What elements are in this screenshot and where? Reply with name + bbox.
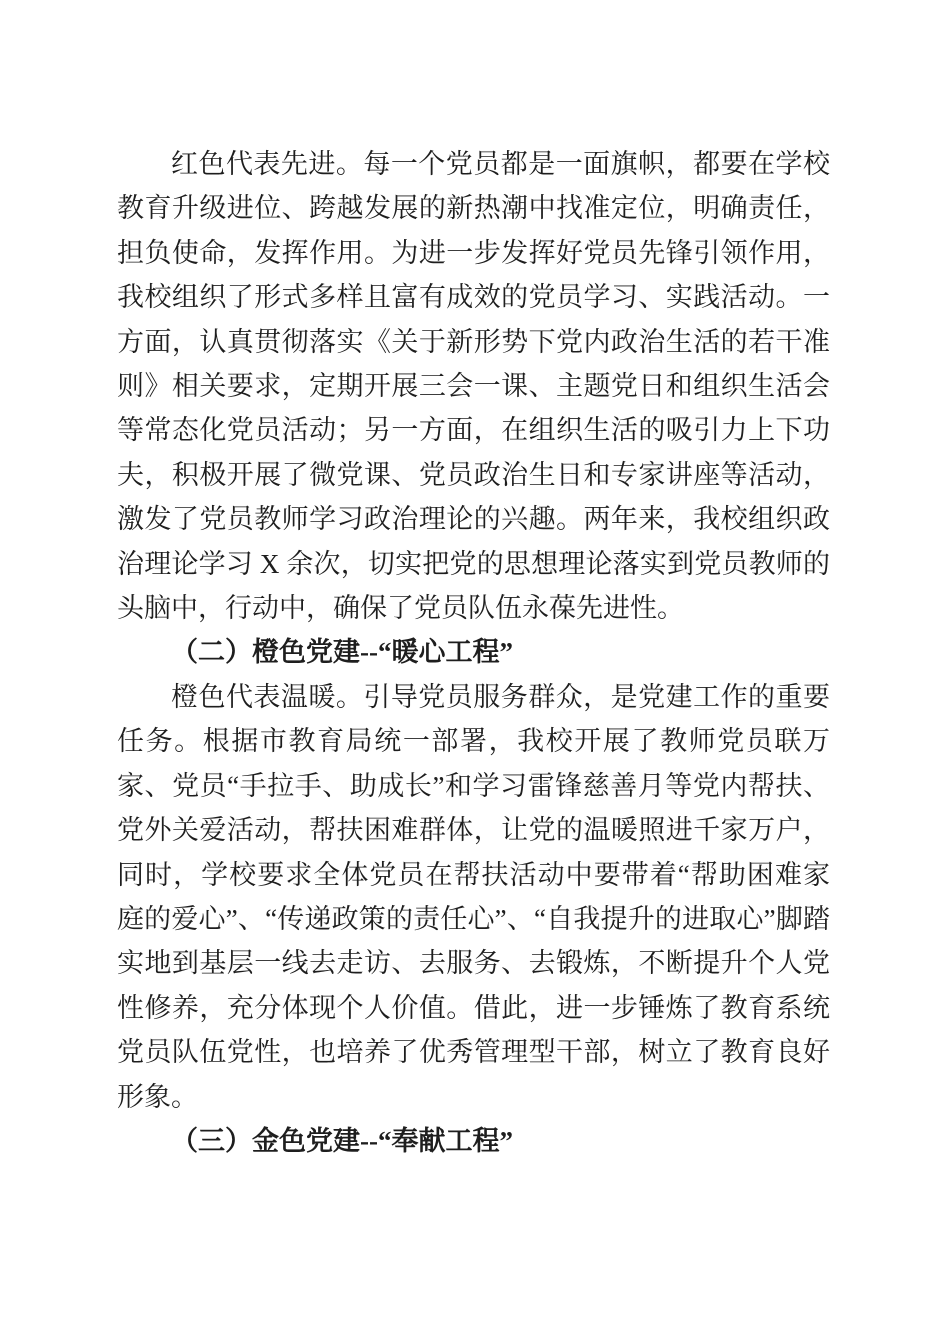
heading-orange-party-building: （二）橙色党建--“暖心工程” [171,637,513,668]
document-content [117,142,830,1163]
paragraph-red-party-building: 红色代表先进。每一个党员都是一面旗帜，都要在学校教育升级进位、跨越发展的新热潮中找准定位，明确责任，担负使命，发挥作用。为进一步发挥好党员先锋引领作用，我校组织了形式多样且富有成效的党员学习、实践活动。一方面，认真贯彻落实《关于新形势下党内政治生活的若干准则》相关要求，定期开展三会一课、主题党日和组织生活会等常态化党员活动；另一方面，在组织生活的吸引力上下功夫，积极开展了微党课、党员政治生日和专家讲座等活动，激发了党员教师学习政治理论的兴趣。两年来，我校组织政治理论学习 X 余次，切实把党的思想理论落实到党员教师的头脑中，行动中，确保了党员队伍永葆先进性。 [117,149,830,624]
heading-gold-party-building: （三）金色党建--“奉献工程” [171,1125,513,1156]
paragraph-orange-party-building: 橙色代表温暖。引导党员服务群众，是党建工作的重要任务。根据市教育局统一部署，我校开展了教师党员联万家、党员“手拉手、助成长”和学习雷锋慈善月等党内帮扶、党外关爱活动，帮扶困难群体，让党的温暖照进千家万户，同时，学校要求全体党员在帮扶活动中要带着“帮助困难家庭的爱心”、“传递政策的责任心”、“自我提升的进取心”脚踏实地到基层一线去走访、去服务、去锻炼，不断提升个人党性修养，充分体现个人价值。借此，进一步锤炼了教育系统党员队伍党性，也培养了优秀管理型干部，树立了教育良好形象。 [117,681,830,1112]
